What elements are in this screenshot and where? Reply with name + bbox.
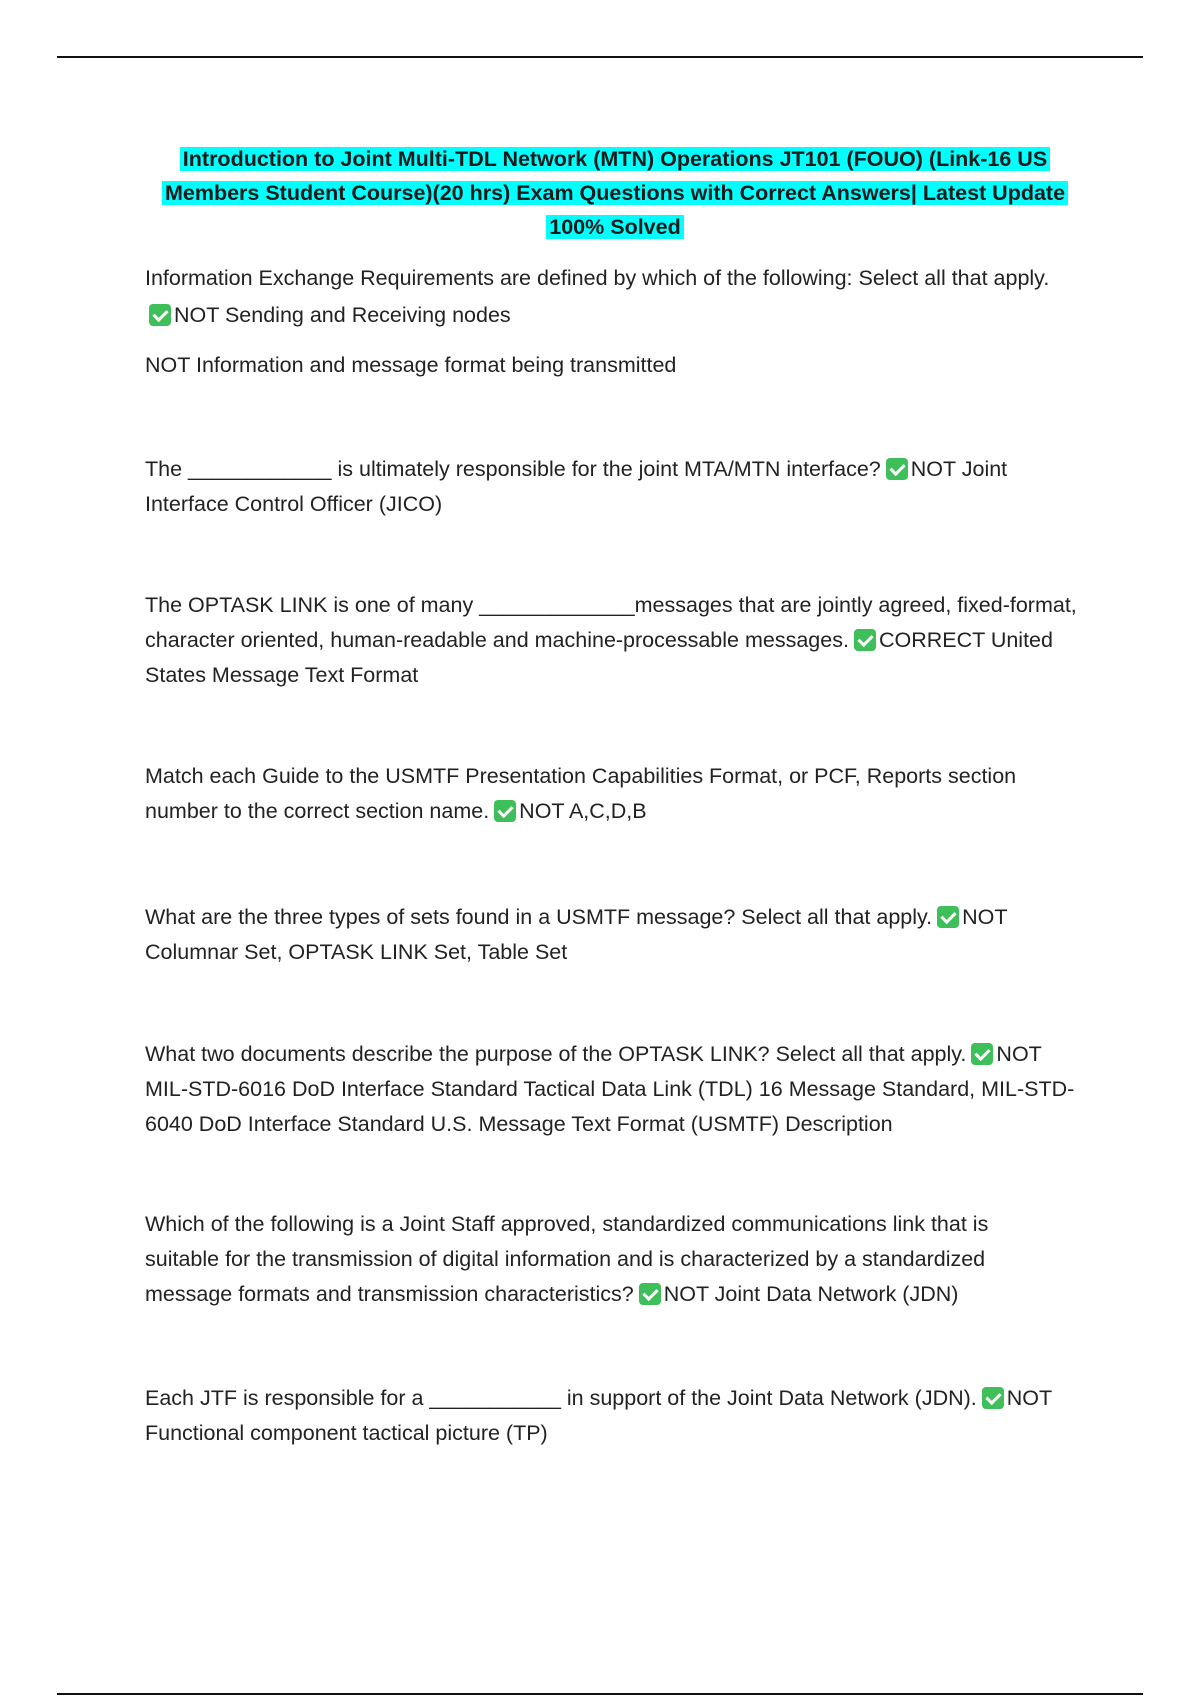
answer-text: MIL-STD-6016 DoD Interface Standard Tactical Data Link (TDL) 16 Message Standard, MIL-STD- xyxy=(145,1077,1075,1101)
question-line xyxy=(145,1381,1095,1416)
answer-line xyxy=(145,487,1095,522)
question-text: The ____________ is ultimately responsible for the joint MTA/MTN interface? xyxy=(145,457,881,481)
question-line xyxy=(145,759,1095,794)
answer-text: NOT Information and message format being transmitted xyxy=(145,353,677,377)
green-checkmark-icon xyxy=(854,629,876,651)
qa-item xyxy=(145,348,1095,383)
title-line-1: Introduction to Joint Multi-TDL Network (MTN) Operations JT101 (FOUO) (Link-16 US xyxy=(180,147,1050,171)
qa-item xyxy=(145,588,1095,693)
answer-line xyxy=(145,935,1095,970)
question-line xyxy=(145,1242,1095,1277)
answer-text: NOT xyxy=(962,905,1008,929)
qa-item xyxy=(145,759,1095,829)
question-text: The OPTASK LINK is one of many _____________messages that are jointly agreed, fixed-format, xyxy=(145,593,1077,617)
answer-text: NOT xyxy=(996,1042,1042,1066)
question-text: What are the three types of sets found in a USMTF message? Select all that apply. xyxy=(145,905,933,929)
green-checkmark-icon xyxy=(971,1043,993,1065)
answer-line xyxy=(145,1072,1095,1107)
title-line-2: Members Student Course)(20 hrs) Exam Questions with Correct Answers| Latest Update xyxy=(162,181,1068,205)
answer-line xyxy=(145,1416,1095,1451)
question-text: number to the correct section name. xyxy=(145,799,490,823)
qa-item xyxy=(145,261,1095,333)
green-checkmark-icon xyxy=(494,800,516,822)
question-line xyxy=(145,261,1095,296)
answer-text: NOT Sending and Receiving nodes xyxy=(174,303,511,327)
green-checkmark-icon xyxy=(886,458,908,480)
answer-text: Columnar Set, OPTASK LINK Set, Table Set xyxy=(145,940,568,964)
question-text: message formats and transmission characteristics? xyxy=(145,1282,634,1306)
qa-item xyxy=(145,1207,1095,1312)
document-title xyxy=(140,142,1090,244)
answer-text: Interface Control Officer (JICO) xyxy=(145,492,443,516)
question-line xyxy=(145,623,1095,658)
question-line xyxy=(145,452,1095,487)
question-text: What two documents describe the purpose of the OPTASK LINK? Select all that apply. xyxy=(145,1042,967,1066)
answer-line xyxy=(145,348,1095,383)
answer-text: NOT Joint xyxy=(910,457,1008,481)
question-text: Match each Guide to the USMTF Presentation Capabilities Format, or PCF, Reports section xyxy=(145,764,1017,788)
question-text: character oriented, human-readable and machine-processable messages. xyxy=(145,628,849,652)
question-text: Each JTF is responsible for a ___________ in support of the Joint Data Network (JDN). xyxy=(145,1386,977,1410)
answer-text: NOT A,C,D,B xyxy=(519,799,647,823)
title-line-3: 100% Solved xyxy=(546,215,683,239)
question-text: Which of the following is a Joint Staff approved, standardized communications link that is xyxy=(145,1212,989,1236)
answer-text: States Message Text Format xyxy=(145,663,419,687)
green-checkmark-icon xyxy=(639,1283,661,1305)
green-checkmark-icon xyxy=(149,304,171,326)
answer-text: 6040 DoD Interface Standard U.S. Message Text Format (USMTF) Description xyxy=(145,1112,893,1136)
footer-rule xyxy=(57,1693,1143,1695)
question-line xyxy=(145,900,1095,935)
answer-line xyxy=(145,298,1095,333)
answer-text: NOT Joint Data Network (JDN) xyxy=(663,1282,959,1306)
question-text: suitable for the transmission of digital information and is characterized by a standardized xyxy=(145,1247,986,1271)
green-checkmark-icon xyxy=(982,1387,1004,1409)
answer-text: Functional component tactical picture (TP) xyxy=(145,1421,548,1445)
question-line xyxy=(145,1037,1095,1072)
question-line xyxy=(145,1277,1095,1312)
qa-item xyxy=(145,1381,1095,1451)
green-checkmark-icon xyxy=(937,906,959,928)
question-text: Information Exchange Requirements are defined by which of the following: Select all that apply. xyxy=(145,266,1050,290)
answer-line xyxy=(145,658,1095,693)
qa-item xyxy=(145,900,1095,970)
qa-item xyxy=(145,1037,1095,1142)
answer-text: CORRECT United xyxy=(878,628,1053,652)
question-line xyxy=(145,1207,1095,1242)
question-line xyxy=(145,588,1095,623)
question-line xyxy=(145,794,1095,829)
header-rule xyxy=(57,56,1143,58)
answer-line xyxy=(145,1107,1095,1142)
answer-text: NOT xyxy=(1006,1386,1053,1410)
qa-item xyxy=(145,452,1095,522)
